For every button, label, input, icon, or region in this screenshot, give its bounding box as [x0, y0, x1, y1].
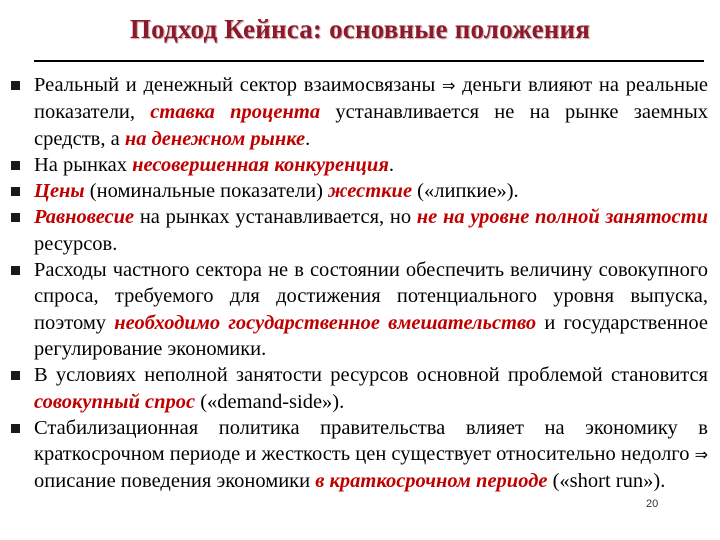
text-segment: деньги влияют на реальные показатели,: [34, 74, 708, 124]
list-item: [8, 152, 708, 178]
square-bullet-icon: [11, 371, 20, 380]
slide-title: Подход Кейнса: основные положения: [129, 14, 591, 44]
list-item-text: [34, 74, 708, 150]
text-segment: Расходы частного сектора не в состоянии обеспечить величину совокупного спроса, требуемого для достижения потенциального уровня выпуска, поэтому: [34, 259, 708, 334]
implies-arrow-icon: ⇒: [694, 445, 708, 465]
list-item: [8, 204, 708, 257]
square-bullet-icon: [11, 424, 20, 433]
highlighted-term: Цены: [34, 180, 85, 203]
list-item-text: [34, 206, 708, 254]
square-bullet-icon: [11, 213, 20, 222]
list-item: [8, 415, 708, 495]
list-item-text: [34, 364, 708, 412]
square-bullet-icon: [11, 161, 20, 170]
list-item-text: [34, 180, 519, 202]
text-segment: описание поведения экономики: [34, 470, 316, 493]
square-bullet-icon: [11, 81, 20, 90]
text-segment: Стабилизационная политика правительства влияет на экономику в краткосрочном периоде и жесткость цен существует относительно недолго: [34, 416, 708, 466]
highlighted-term: ставка процента: [150, 101, 321, 124]
text-segment: («demand-side»).: [195, 390, 345, 413]
text-segment: на рынках устанавливается, но: [134, 206, 417, 229]
text-segment: Реальный и денежный сектор взаимосвязаны: [34, 74, 442, 96]
text-segment: На рынках: [34, 153, 133, 176]
highlighted-term: совокупный спрос: [34, 390, 196, 413]
highlighted-term: необходимо государственное вмешательство: [114, 311, 537, 334]
highlighted-term: в краткосрочном периоде: [315, 470, 548, 493]
highlighted-term: не на уровне полной занятости: [416, 206, 708, 229]
page-number: 20: [646, 498, 659, 510]
text-segment: («липкие»).: [412, 180, 519, 203]
square-bullet-icon: [11, 266, 20, 275]
list-item: [8, 257, 708, 362]
highlighted-term: жесткие: [328, 180, 413, 203]
text-segment: ресурсов.: [34, 232, 118, 255]
implies-arrow-icon: ⇒: [441, 76, 456, 95]
list-item-text: [34, 259, 708, 360]
list-item: [8, 72, 708, 152]
text-segment: (номинальные показатели): [84, 180, 329, 203]
highlighted-term: Равновесие: [34, 206, 135, 229]
title-divider: [34, 60, 704, 62]
text-segment: («short run»).: [547, 470, 666, 493]
highlighted-term: несовершенная конкуренция: [132, 153, 389, 176]
list-item: [8, 362, 708, 415]
list-item-text: [34, 154, 394, 176]
highlighted-term: на денежном рынке: [124, 127, 306, 150]
list-item: [8, 178, 708, 204]
text-segment: В условиях неполной занятости ресурсов основной проблемой становится: [34, 364, 708, 387]
text-segment: устанавливается не на рынке заемных средств, а: [34, 101, 709, 150]
text-segment: и государственное регулирование экономики.: [34, 311, 708, 360]
key-points-list: [8, 72, 708, 495]
square-bullet-icon: [11, 187, 20, 196]
text-segment: .: [305, 127, 311, 150]
list-item-text: [34, 417, 708, 493]
text-segment: .: [388, 153, 395, 176]
